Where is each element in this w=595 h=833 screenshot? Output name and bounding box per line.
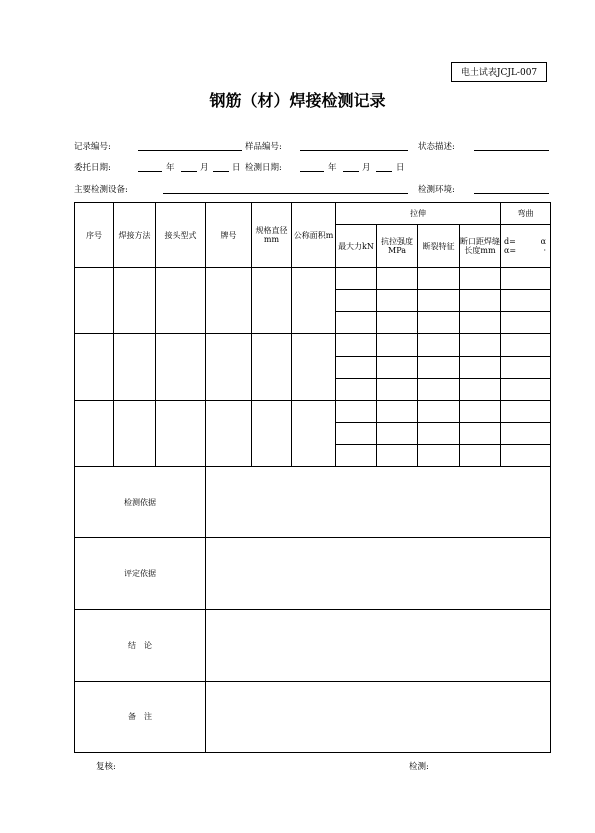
- cell[interactable]: [292, 400, 336, 466]
- cell[interactable]: [377, 334, 418, 356]
- col-area: 公称面积m: [292, 203, 336, 268]
- cell[interactable]: [336, 312, 377, 334]
- sample-no-label: 样品编号:: [245, 142, 282, 152]
- cell[interactable]: [206, 334, 252, 400]
- day-label: 日: [232, 163, 241, 173]
- record-table: [74, 202, 551, 753]
- cell[interactable]: [114, 268, 156, 334]
- cell[interactable]: [336, 378, 377, 400]
- month-label: 月: [200, 163, 209, 173]
- day-label-2: 日: [396, 163, 405, 173]
- cell[interactable]: [114, 400, 156, 466]
- cell[interactable]: [501, 312, 551, 334]
- test-year-field[interactable]: [300, 171, 324, 172]
- cell[interactable]: [460, 290, 501, 312]
- col-bend: 弯曲: [501, 203, 551, 225]
- remarks-field[interactable]: [206, 681, 551, 752]
- bend-alpha-label: α=: [504, 246, 517, 256]
- record-no-label: 记录编号:: [74, 142, 111, 152]
- cell[interactable]: [336, 422, 377, 444]
- tester-label: 检测:: [409, 762, 429, 772]
- cell[interactable]: [418, 422, 460, 444]
- cell[interactable]: [501, 290, 551, 312]
- cell[interactable]: [460, 378, 501, 400]
- cell[interactable]: [252, 334, 292, 400]
- basis-field[interactable]: [206, 466, 551, 537]
- col-tension: 拉伸: [336, 203, 501, 225]
- cell[interactable]: [460, 334, 501, 356]
- state-desc-label: 状态描述:: [418, 142, 455, 152]
- col-weld-method: 焊接方法: [114, 203, 156, 268]
- test-date-label: 检测日期:: [245, 163, 282, 173]
- cell[interactable]: [114, 334, 156, 400]
- conclusion-label: 结 论: [75, 610, 206, 681]
- cell[interactable]: [460, 400, 501, 422]
- col-fracture-distance: 断口距焊缝长度mm: [460, 225, 501, 268]
- cell[interactable]: [336, 356, 377, 378]
- basis-label: 检测依据: [75, 466, 206, 537]
- cell[interactable]: [156, 268, 206, 334]
- cell[interactable]: [501, 400, 551, 422]
- sample-no-field[interactable]: [300, 150, 408, 151]
- record-no-field[interactable]: [138, 150, 242, 151]
- environment-label: 检测环境:: [418, 185, 455, 195]
- cell[interactable]: [418, 268, 460, 290]
- table-row: [75, 268, 551, 290]
- bend-a-label: α: [540, 237, 546, 247]
- cell[interactable]: [336, 268, 377, 290]
- cell[interactable]: [377, 422, 418, 444]
- cell[interactable]: [206, 268, 252, 334]
- remarks-label: 备 注: [75, 681, 206, 752]
- cell[interactable]: [377, 378, 418, 400]
- cell[interactable]: [377, 290, 418, 312]
- col-bend-params: [501, 225, 551, 268]
- cell[interactable]: [75, 400, 114, 466]
- test-day-field[interactable]: [376, 171, 392, 172]
- commission-day-field[interactable]: [213, 171, 229, 172]
- commission-year-field[interactable]: [138, 171, 162, 172]
- conclusion-field[interactable]: [206, 610, 551, 681]
- col-tensile-strength: 抗拉强度MPa: [377, 225, 418, 268]
- table-row: [75, 334, 551, 356]
- col-joint-type: 接头型式: [156, 203, 206, 268]
- col-diameter: 规格直径mm: [252, 203, 292, 268]
- cell[interactable]: [501, 356, 551, 378]
- equipment-label: 主要检测设备:: [74, 185, 128, 195]
- cell[interactable]: [460, 422, 501, 444]
- cell[interactable]: [156, 334, 206, 400]
- cell[interactable]: [460, 444, 501, 466]
- cell[interactable]: [418, 334, 460, 356]
- cell[interactable]: [418, 356, 460, 378]
- cell[interactable]: [377, 400, 418, 422]
- cell[interactable]: [377, 356, 418, 378]
- cell[interactable]: [418, 444, 460, 466]
- cell[interactable]: [501, 378, 551, 400]
- cell[interactable]: [75, 268, 114, 334]
- cell[interactable]: [336, 334, 377, 356]
- commission-date-label: 委托日期:: [74, 163, 111, 173]
- cell[interactable]: [377, 444, 418, 466]
- cell[interactable]: [418, 312, 460, 334]
- cell[interactable]: [75, 334, 114, 400]
- cell[interactable]: [336, 290, 377, 312]
- cell[interactable]: [418, 290, 460, 312]
- cell[interactable]: [377, 268, 418, 290]
- cell[interactable]: [336, 400, 377, 422]
- cell[interactable]: [418, 400, 460, 422]
- cell[interactable]: [252, 268, 292, 334]
- eval-field[interactable]: [206, 538, 551, 610]
- bend-d-label: d=: [504, 237, 516, 247]
- bend-dot-label: ·: [543, 246, 546, 256]
- cell[interactable]: [501, 422, 551, 444]
- col-fracture: 断裂特征: [418, 225, 460, 268]
- table-row: [75, 400, 551, 422]
- environment-field[interactable]: [474, 193, 549, 194]
- month-label-2: 月: [362, 163, 371, 173]
- cell[interactable]: [206, 400, 252, 466]
- cell[interactable]: [501, 268, 551, 290]
- eval-label: 评定依据: [75, 538, 206, 610]
- cell[interactable]: [292, 268, 336, 334]
- cell[interactable]: [252, 400, 292, 466]
- year-label: 年: [166, 163, 175, 173]
- cell[interactable]: [418, 378, 460, 400]
- cell[interactable]: [156, 400, 206, 466]
- cell[interactable]: [501, 444, 551, 466]
- state-desc-field[interactable]: [474, 150, 549, 151]
- year-label-2: 年: [328, 163, 337, 173]
- page-title: 钢筋（材）焊接检测记录: [209, 91, 386, 110]
- col-grade: 牌号: [206, 203, 252, 268]
- col-seq: 序号: [75, 203, 114, 268]
- form-code: 电土试表JCJL-007: [451, 62, 547, 82]
- cell[interactable]: [377, 312, 418, 334]
- commission-month-field[interactable]: [181, 171, 197, 172]
- review-label: 复核:: [96, 762, 116, 772]
- test-month-field[interactable]: [343, 171, 359, 172]
- cell[interactable]: [292, 334, 336, 400]
- equipment-field[interactable]: [163, 193, 408, 194]
- cell[interactable]: [336, 444, 377, 466]
- cell[interactable]: [460, 356, 501, 378]
- cell[interactable]: [460, 268, 501, 290]
- cell[interactable]: [501, 334, 551, 356]
- col-max-force: 最大力kN: [336, 225, 377, 268]
- cell[interactable]: [460, 312, 501, 334]
